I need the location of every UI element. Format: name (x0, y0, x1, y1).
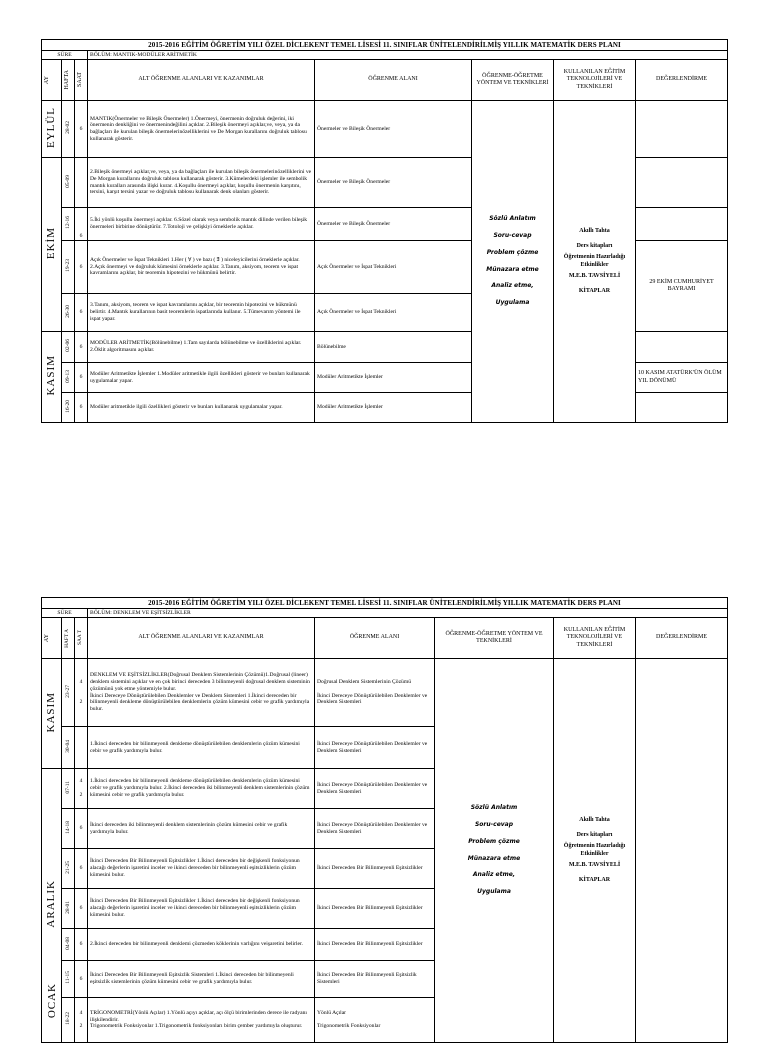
eval-cell (636, 659, 728, 1043)
week-cell: 16-20 (62, 393, 75, 423)
hours-cell (75, 158, 88, 208)
kazanim-cell: Modüler aritmetikle ilgili özellikleri gösterir ve bunları kullanarak uygulamalar yapar. (88, 393, 315, 423)
saat-header: SAA T (75, 618, 88, 659)
month-label-ocak: OCAK (46, 983, 58, 1019)
alan-header: ÖĞRENME ALANI (315, 618, 435, 659)
tech-item: Akıllı Tahta (579, 816, 610, 823)
hours-cell (75, 727, 88, 769)
teknoloji-header: KULLANILAN EĞİTİM TEKNOLOJİLERİ VE TEKNİKLERİ (554, 618, 636, 659)
alan-cell: Yönlü Açılar Trigonometrik Fonksiyonlar (315, 998, 435, 1043)
hours-cell: 6 (75, 101, 88, 158)
plan-table-1 (41, 39, 728, 423)
alan-cell: Açık Önermeler ve İspat Teknikleri (315, 241, 472, 294)
method-item: Problem çözme (486, 248, 539, 256)
alan-cell: Doğrusal Denklem Sistemlerinin Çözümü İkinci Dereceye Dönüştürülebilen Denklemler ve Denklem Sistemleri (315, 659, 435, 727)
month-cell: EYLÜL (42, 101, 62, 158)
sure-header: SÜRE (42, 609, 88, 618)
week-cell: 04-08 (62, 929, 75, 961)
tech-item: Öğretmenin Hazırladığı Etkinlikler (563, 253, 626, 268)
kazanim-cell: 2.Bileşik önermeyi açıklar,ve, veya, ya da bağlaçları ile kurulan bileşik önermelerinözelliklerini ve De Morgan kurallarını doğruluk tablosu kullanarak gösterir. 3.Kümelerdeki işlemler ile sembolik mantık kuralları arasında ilişki kurar. 4.Koşullu önermeyi açıklar, koşullu önermenin karşıtını, tersini, karşıt tersini yazar ve doğruluk tablosu kullanarak denk olanları gösterir. (88, 158, 315, 208)
alan-cell: Modüler Aritmetikte İşlemler (315, 363, 472, 393)
method-item: Soru-cevap (493, 231, 532, 239)
methods-cell (472, 101, 554, 423)
table-row (42, 101, 728, 158)
alan-cell: Modüler Aritmetikte İşlemler (315, 393, 472, 423)
kazanim-cell: 1.İkinci dereceden bir bilinmeyenli denkleme dönüştürülebilen denklemlerin çözüm kümesini cebir ve grafik yardımıyla bulur. 2.İkinci dereceden iki bilinmeyenli denklem sistemlerinin çözüm kümesini cebir ve grafik yardımıyla bulur. (88, 769, 315, 809)
tech-item: KİTAPLAR (578, 877, 611, 884)
hours-cell: 6 (75, 363, 88, 393)
month-cell: EKİM (42, 158, 62, 332)
methods-cell (435, 659, 554, 1043)
plan-title: 2015-2016 EĞİTİM ÖĞRETİM YILI ÖZEL DİCLEKENT TEMEL LİSESİ 11. SINIFLAR ÜNİTELENDİRİLMİŞ YILLIK MATEMATİK DERS PLANI (42, 40, 728, 51)
alan-cell: İkinci Dereceden Bir Bilinmeyenli Eşitsizlikler (315, 929, 435, 961)
method-item: Uygulama (495, 299, 530, 307)
method-item: Analiz etme, (472, 871, 516, 879)
technology-cell (554, 659, 636, 1043)
plan-table-2 (41, 597, 728, 1043)
alan-cell: İkinci Dereceye Dönüştürülebilen Denklemler ve Denklem Sistemleri (315, 809, 435, 849)
kazanim-cell: MANTIK(Önermeler ve Bileşik Önermeler) 1.Önermeyi, önermenin doğruluk değerini, iki önermenin denkliğini ve önermenindeğilini açıklar. 2.Bileşik önermeyi açıklar,ve, veya, ya da bağlaçları ile kurulan bileşik önermelerinözelliklerini ve De Morgan kurallarını doğruluk tablosu kullanarak gösterir. (88, 101, 315, 158)
degerlendirme-header: DEĞERLENDİRME (636, 60, 728, 101)
hours-cell: 4 2 (75, 769, 88, 809)
kazanim-cell: Modüler Aritmetikte İşlemler 1.Modüler aritmetikle ilgili özellikleri gösterir ve bunları kullanarak uygulamalar yapar. (88, 363, 315, 393)
kazanim-cell: 1.İkinci dereceden bir bilinmeyenli denkleme dönüştürülebilen denklemlerin çözüm kümesini cebir ve grafik yardımıyla bulur. (88, 727, 315, 769)
alan-cell: Bölünebilme (315, 332, 472, 363)
table-row (42, 659, 728, 727)
kazanim-cell: İkinci dereceden iki bilinmeyenli denklem sistemlerinin çözüm kümesini cebir ve grafik yardımıyla bulur. (88, 809, 315, 849)
alan-cell: Açık Önermeler ve İspat Teknikleri (315, 294, 472, 332)
hours-cell: 6 (75, 208, 88, 241)
week-cell: 05-09 (62, 158, 75, 208)
month-cell: KASIM (42, 659, 62, 769)
month-cell: ARALIK (42, 769, 62, 1043)
kazanim-cell: İkinci Dereceden Bir Bilinmeyenli Eşitsizlikler 1.İkinci dereceden bir değişkenli fonksiyonun alacağı değerlerin işaretini inceler ve ikinci dereceden bir bilinmeyenli eşitsizliklerin çözüm kümesini bulur. (88, 849, 315, 889)
eval-cell (636, 332, 728, 363)
week-cell: 07-11 (62, 769, 75, 809)
column-headers (42, 618, 728, 659)
method-item: Sözlü Anlatım (489, 215, 536, 223)
section-title: BÖLÜM: MANTIK-MODÜLER ARİTMETİK (88, 51, 728, 60)
method-item: Soru-cevap (474, 820, 514, 828)
tech-item: Ders kitapları (576, 831, 613, 838)
week-cell: 28-01 (62, 889, 75, 929)
column-headers (42, 60, 728, 101)
hours-cell: 6 (75, 393, 88, 423)
alan-cell: İkinci Dereceden Bir Bilinmeyenli Eşitsizlikler (315, 889, 435, 929)
hours-cell: 6 (75, 332, 88, 363)
yontem-header: ÖĞRENME-ÖĞRETME YÖNTEM VE TEKNİKLERİ (435, 618, 554, 659)
tech-item: KİTAPLAR (578, 288, 611, 295)
eval-cell (636, 101, 728, 158)
eval-cell (636, 393, 728, 423)
alan-cell: Önermeler ve Bileşik Önermeler (315, 208, 472, 241)
kazanim-cell: İkinci Dereceden Bir Bilinmeyenli Eşitsizlik Sistemleri 1.İkinci dereceden bir bilinmeyenli eşitsizlik sistemlerinin çözüm kümesini cebir ve grafik yardımıyla bulur. (88, 961, 315, 998)
alan-header: ÖĞRENME ALANI (315, 60, 472, 101)
kazanim-cell: TRİGONOMETRİ(Yönlü Açılar) 1.Yönlü açıyı açıklar, açı ölçü birimlerinden derece ile radyanı ilişkilendirir. Trigonometrik Fonksiyonlar 1.Trigonometrik fonksiyonları birim çember yardımıyla oluşturur. (88, 998, 315, 1043)
hours-cell: 6 (75, 929, 88, 961)
method-item: Uygulama (477, 888, 511, 896)
method-item: Problem çözme (468, 837, 520, 845)
hours-cell: 6 (75, 241, 88, 294)
teknoloji-header: KULLANILAN EĞİTİM TEKNOLOJİLERİ VE TEKNİKLERİ (554, 60, 636, 101)
kazanim-header: ALT ÖĞRENME ALANLARI VE KAZANIMLAR (88, 60, 315, 101)
hours-cell: 6 (75, 849, 88, 889)
technology-cell (554, 101, 636, 423)
hours-cell: 4 2 (75, 998, 88, 1043)
tech-item: M.E.B. TAVSİYELİ (568, 862, 621, 869)
method-item: Münazara etme (486, 265, 539, 273)
week-cell: 12-16 (62, 208, 75, 241)
alan-cell: İkinci Dereceye Dönüştürülebilen Denklemler ve Denklem Sistemleri (315, 769, 435, 809)
alan-cell: İkinci Dereceden Bir Bilinmeyenli Eşitsizlikler (315, 849, 435, 889)
kazanim-cell: İkinci Dereceden Bir Bilinmeyenli Eşitsizlikler 1.İkinci dereceden bir değişkenli fonksiyonun alacağı değerlerin işaretini inceler ve ikinci dereceden bir bilinmeyenli eşitsizliklerin çözüm kümesini bulur. (88, 889, 315, 929)
eval-cell: 29 EKİM CUMHURİYET BAYRAMI (636, 241, 728, 332)
kazanim-header: ALT ÖĞRENME ALANLARI VE KAZANIMLAR (88, 618, 315, 659)
plan-title: 2015-2016 EĞİTİM ÖĞRETİM YILI ÖZEL DİCLEKENT TEMEL LİSESİ 11. SINIFLAR ÜNİTELENDİRİLMİŞ YILLIK MATEMATİK DERS PLANI (42, 598, 728, 609)
saat-header: SAAT (75, 60, 88, 101)
week-cell: 11-15 (62, 961, 75, 998)
tech-item: Ders kitapları (576, 242, 613, 249)
week-cell: 14-18 (62, 809, 75, 849)
week-cell: 30-04 (62, 727, 75, 769)
kazanim-cell: 3.Tanım, aksiyom, teorem ve ispat kavramlarını açıklar, bir teoremin hipotezini ve hükmünü belirtir. 4.Mantık kurallarının basit teoremlerin ispatlarında kullanır. 5.Tümevarım yöntemi ile ispat yapar. (88, 294, 315, 332)
alan-cell: İkinci Dereceye Dönüştürülebilen Denklemler ve Denklem Sistemleri (315, 727, 435, 769)
week-cell: 18-22 (62, 998, 75, 1043)
hafta-header: HAFTA (62, 60, 75, 101)
hafta-header: HAFT A (62, 618, 75, 659)
kazanim-cell: 5.İki yönlü koşullu önermeyi açıklar. 6.Sözel olarak veya sembolik mantık dilinde verilen bileşik önermeleri birbirine dönüştürür. 7.Totoloji ve çelişkiyi örneklerle açıklar. (88, 208, 315, 241)
hours-cell: 6 (75, 889, 88, 929)
method-item: Analiz etme, (491, 282, 534, 290)
tech-item: Öğretmenin Hazırladığı Etkinlikler (563, 842, 626, 857)
eval-cell: 10 KASIM ATATÜRK'ÜN ÖLÜM YIL DÖNÜMÜ (636, 363, 728, 393)
method-item: Sözlü Anlatım (470, 804, 518, 812)
hours-cell: 4 2 (75, 659, 88, 727)
eval-cell (636, 208, 728, 241)
sure-header: SÜRE (42, 51, 88, 60)
ay-header: AY (42, 60, 62, 101)
alan-cell: Önermeler ve Bileşik Önermeler (315, 101, 472, 158)
week-cell: 02-06 (62, 332, 75, 363)
alan-cell: Önermeler ve Bileşik Önermeler (315, 158, 472, 208)
tech-item: Akıllı Tahta (579, 227, 610, 234)
degerlendirme-header: DEĞERLENDİRME (636, 618, 728, 659)
hours-cell: 6 (75, 961, 88, 998)
week-cell: 28-02 (62, 101, 75, 158)
week-cell: 26-30 (62, 294, 75, 332)
week-cell: 23-27 (62, 659, 75, 727)
alan-cell: İkinci Dereceden Bir Bilinmeyenli Eşitsizlik Sistemleri (315, 961, 435, 998)
tech-item: M.E.B. TAVSİYELİ (568, 273, 621, 280)
section-title: BÖLÜM: DENKLEM VE EŞİTSİZLİKLER (88, 609, 728, 618)
yontem-header: ÖĞRENME-ÖĞRETME YÖNTEM VE TEKNİKLERİ (472, 60, 554, 101)
hours-cell: 6 (75, 294, 88, 332)
month-cell: KASIM (42, 332, 62, 423)
kazanim-cell: DENKLEM VE EŞİTSİZLİKLER(Doğrusal Denklem Sistemlerinin Çözümü)1.Doğrusal (lineer) denklem sistemini açıklar ve en çok birinci dereceden 3 bilinmeyenli doğrusal denklem sisteminin çözümünü yok etme yöntemiyle bulur. İkinci Dereceye Dönüştürülebilen Denklemler ve Denklem Sistemleri 1.İkinci dereceden bir bilinmeyenli denkleme dönüştürülebilen denklemlerin çözüm kümesini cebir ve grafik yardımıyla bulur. (88, 659, 315, 727)
ay-header: AY (42, 618, 62, 659)
eval-cell (636, 158, 728, 208)
kazanim-cell: Açık Önermeler ve İspat Teknikleri 1.Her ( ∀ ) ve bazı ( ∃ ) niceleyicilerini örneklerle açıklar. 2.Açık önermeyi ve doğruluk kümesini örneklerle açıklar. 3.Tanım, aksiyom, teorem ve ispat kavramlarını açıklar, bir teoremin hipotezini ve hükmünü belirtir. (88, 241, 315, 294)
week-cell: 21-25 (62, 849, 75, 889)
week-cell: 19-23 (62, 241, 75, 294)
hours-cell: 6 (75, 809, 88, 849)
week-cell: 09-13 (62, 363, 75, 393)
kazanim-cell: MODÜLER ARİTMETİK(Bölünebilme) 1.Tam sayılarda bölünebilme ve özelliklerini açıklar. 2.Öklit algoritmasını açıklar. (88, 332, 315, 363)
kazanim-cell: 2.İkinci dereceden bir bilinmeyenli denklemi çözmeden köklerinin varlığını veişaretini belirler. (88, 929, 315, 961)
method-item: Münazara etme (467, 854, 521, 862)
